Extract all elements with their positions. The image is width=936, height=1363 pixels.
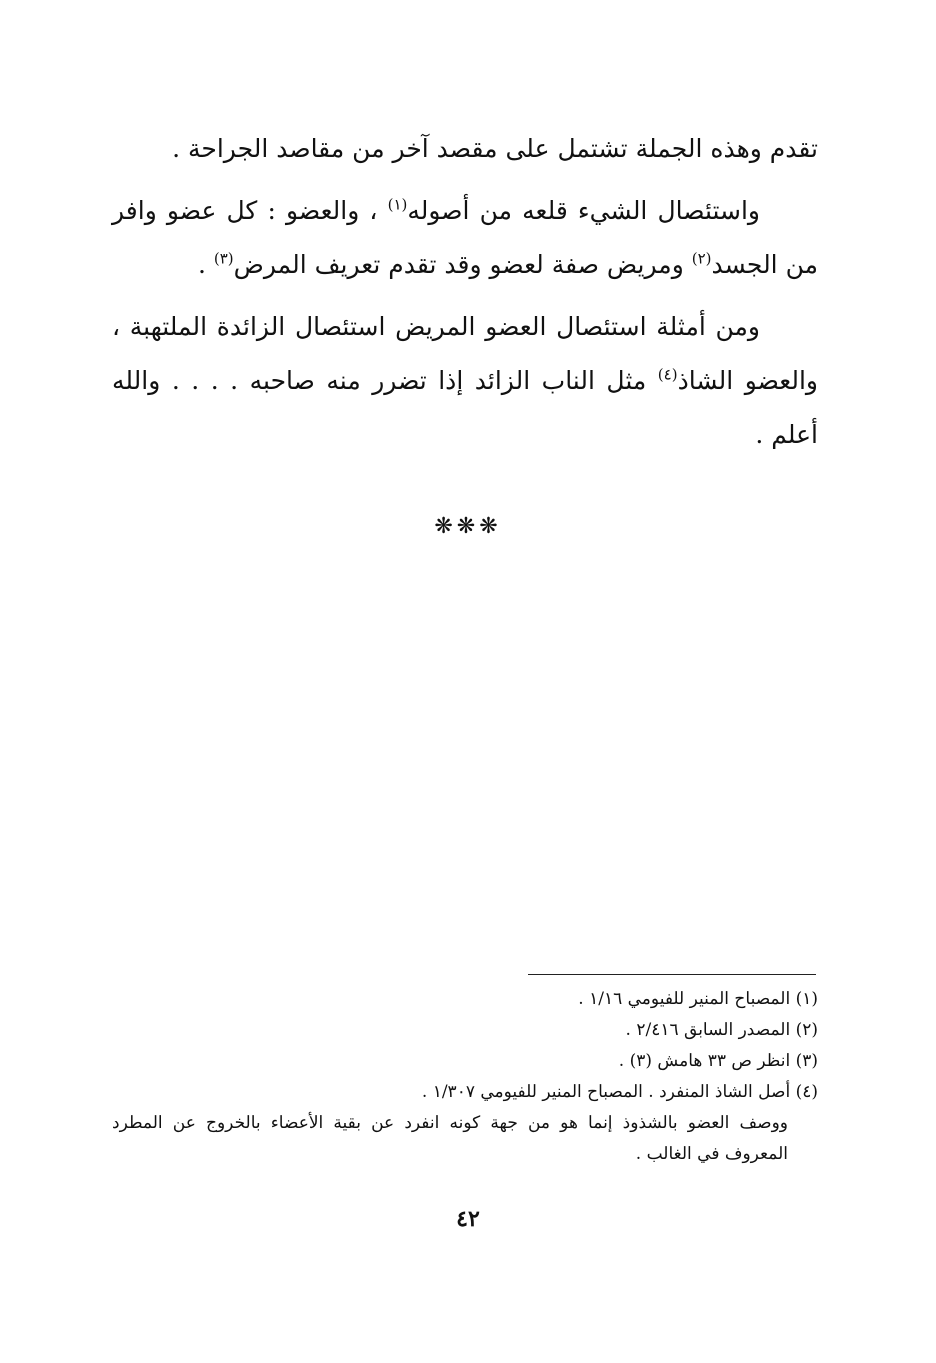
footnote-4: (٤) أصل الشاذ المنفرد . المصباح المنير للفيومي ١/٣٠٧ . <box>421 1082 818 1102</box>
body-text <box>112 122 818 470</box>
paragraph-2-text-a: واستئصال الشيء قلعه من أصوله <box>407 196 761 225</box>
page-number: ٤٢ <box>456 1206 480 1232</box>
footnote-ref-4[interactable]: (٤) <box>657 365 678 384</box>
paragraph-3-text-a: ومن أمثلة استئصال العضو المريض استئصال الزائدة الملتهبة ، والعضو الشاذ <box>112 312 818 395</box>
paragraph-1-text: تقدم وهذه الجملة تشتمل على مقصد آخر من مقاصد الجراحة . <box>172 134 818 163</box>
paragraph-2 <box>112 184 818 292</box>
section-separator: ❋❋❋ <box>434 514 502 539</box>
footnote-ref-3[interactable]: (٣) <box>213 249 234 268</box>
footnote-4-continuation: ووصف العضو بالشذوذ إنما هو من جهة كونه انفرد عن بقية الأعضاء بالخروج عن المطرد المعروف في الغالب . <box>112 1113 788 1164</box>
paragraph-3-text-b: مثل الناب الزائد إذا تضرر منه صاحبه . . . . والله أعلم . <box>112 366 818 449</box>
paragraph-2-text-d: . <box>197 250 214 279</box>
footnote-ref-1[interactable]: (١) <box>387 195 408 214</box>
paragraph-2-text-c: ومريض صفة لعضو وقد تقدم تعريف المرض <box>233 250 692 279</box>
footnote-3: (٣) انظر ص ٣٣ هامش (٣) . <box>618 1051 818 1071</box>
footnote-ref-2[interactable]: (٢) <box>691 249 712 268</box>
footnote-rule <box>528 974 816 975</box>
footnotes <box>112 984 818 1170</box>
footnote-2: (٢) المصدر السابق ٢/٤١٦ . <box>625 1020 818 1040</box>
paragraph-2-text-b: ، والعضو : كل عضو وافر من الجسد <box>112 196 818 279</box>
footnote-1: (١) المصباح المنير للفيومي ١/١٦ . <box>578 989 818 1009</box>
paragraph-1 <box>112 122 818 176</box>
paragraph-3 <box>112 300 818 462</box>
